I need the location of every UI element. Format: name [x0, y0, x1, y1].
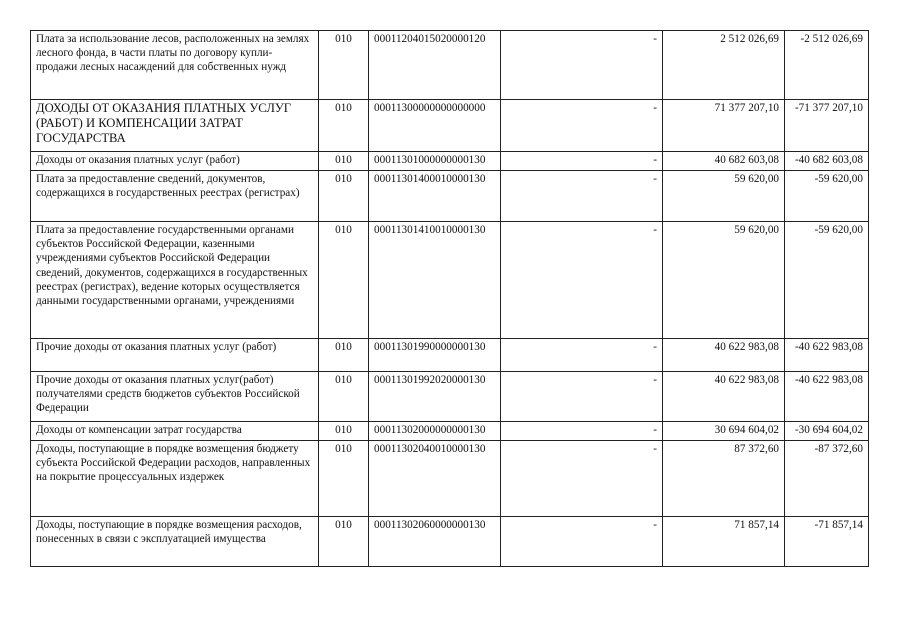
row-line-code: 010	[319, 339, 369, 372]
row-executed: 71 377 207,10	[663, 100, 785, 152]
row-unexecuted: -2 512 026,69	[785, 31, 869, 100]
row-unexecuted: -40 622 983,08	[785, 372, 869, 422]
row-line-code: 010	[319, 100, 369, 152]
row-unexecuted: -40 682 603,08	[785, 152, 869, 171]
row-unexecuted: -59 620,00	[785, 222, 869, 339]
row-name: ДОХОДЫ ОТ ОКАЗАНИЯ ПЛАТНЫХ УСЛУГ (РАБОТ) И КОМПЕНСАЦИИ ЗАТРАТ ГОСУДАРСТВА	[31, 100, 319, 152]
table-row	[31, 152, 869, 171]
row-income-code: 00011301990000000130	[369, 339, 501, 372]
row-name: Плата за использование лесов, расположенных на землях лесного фонда, в части платы по договору купли-продажи лесных насаждений для собственных нужд	[31, 31, 319, 100]
row-line-code: 010	[319, 152, 369, 171]
income-report-table	[30, 30, 869, 567]
table-row	[31, 339, 869, 372]
row-unexecuted: -59 620,00	[785, 171, 869, 222]
row-income-code: 00011204015020000120	[369, 31, 501, 100]
row-name: Прочие доходы от оказания платных услуг(работ) получателями средств бюджетов субъектов Российской Федерации	[31, 372, 319, 422]
row-approved: -	[501, 517, 663, 567]
row-name: Доходы от оказания платных услуг (работ)	[31, 152, 319, 171]
row-line-code: 010	[319, 422, 369, 441]
row-name: Доходы от компенсации затрат государства	[31, 422, 319, 441]
row-executed: 59 620,00	[663, 222, 785, 339]
row-line-code: 010	[319, 31, 369, 100]
row-income-code: 00011301000000000130	[369, 152, 501, 171]
row-income-code: 00011301992020000130	[369, 372, 501, 422]
row-approved: -	[501, 171, 663, 222]
row-approved: -	[501, 222, 663, 339]
row-income-code: 00011300000000000000	[369, 100, 501, 152]
table-row	[31, 100, 869, 152]
row-executed: 71 857,14	[663, 517, 785, 567]
row-executed: 87 372,60	[663, 441, 785, 517]
row-approved: -	[501, 372, 663, 422]
row-line-code: 010	[319, 372, 369, 422]
row-income-code: 00011301410010000130	[369, 222, 501, 339]
row-executed: 59 620,00	[663, 171, 785, 222]
row-unexecuted: -40 622 983,08	[785, 339, 869, 372]
row-unexecuted: -30 694 604,02	[785, 422, 869, 441]
row-income-code: 00011302040010000130	[369, 441, 501, 517]
table-row	[31, 517, 869, 567]
row-name: Доходы, поступающие в порядке возмещения бюджету субъекта Российской Федерации расходов, направленных на покрытие процессуальных издержек	[31, 441, 319, 517]
row-approved: -	[501, 31, 663, 100]
row-name: Плата за предоставление сведений, документов, содержащихся в государственных реестрах (регистрах)	[31, 171, 319, 222]
row-executed: 40 682 603,08	[663, 152, 785, 171]
row-name: Прочие доходы от оказания платных услуг (работ)	[31, 339, 319, 372]
row-unexecuted: -71 377 207,10	[785, 100, 869, 152]
row-name: Доходы, поступающие в порядке возмещения расходов, понесенных в связи с эксплуатацией имущества	[31, 517, 319, 567]
row-executed: 40 622 983,08	[663, 339, 785, 372]
row-executed: 2 512 026,69	[663, 31, 785, 100]
row-executed: 30 694 604,02	[663, 422, 785, 441]
row-unexecuted: -87 372,60	[785, 441, 869, 517]
row-name: Плата за предоставление государственными органами субъектов Российской Федерации, казенными учреждениями субъектов Российской Федерации сведений, документов, содержащихся в государственных реестрах (регистрах), ведение которых осуществляется данными государственными органами, учреждениями	[31, 222, 319, 339]
row-income-code: 00011302060000000130	[369, 517, 501, 567]
row-approved: -	[501, 422, 663, 441]
table-row	[31, 31, 869, 100]
row-approved: -	[501, 100, 663, 152]
row-line-code: 010	[319, 517, 369, 567]
table-row	[31, 372, 869, 422]
row-approved: -	[501, 152, 663, 171]
row-approved: -	[501, 339, 663, 372]
row-income-code: 00011301400010000130	[369, 171, 501, 222]
row-line-code: 010	[319, 222, 369, 339]
table-row	[31, 222, 869, 339]
row-income-code: 00011302000000000130	[369, 422, 501, 441]
row-unexecuted: -71 857,14	[785, 517, 869, 567]
table-row	[31, 171, 869, 222]
row-approved: -	[501, 441, 663, 517]
row-line-code: 010	[319, 171, 369, 222]
row-line-code: 010	[319, 441, 369, 517]
row-executed: 40 622 983,08	[663, 372, 785, 422]
table-row	[31, 441, 869, 517]
table-row	[31, 422, 869, 441]
